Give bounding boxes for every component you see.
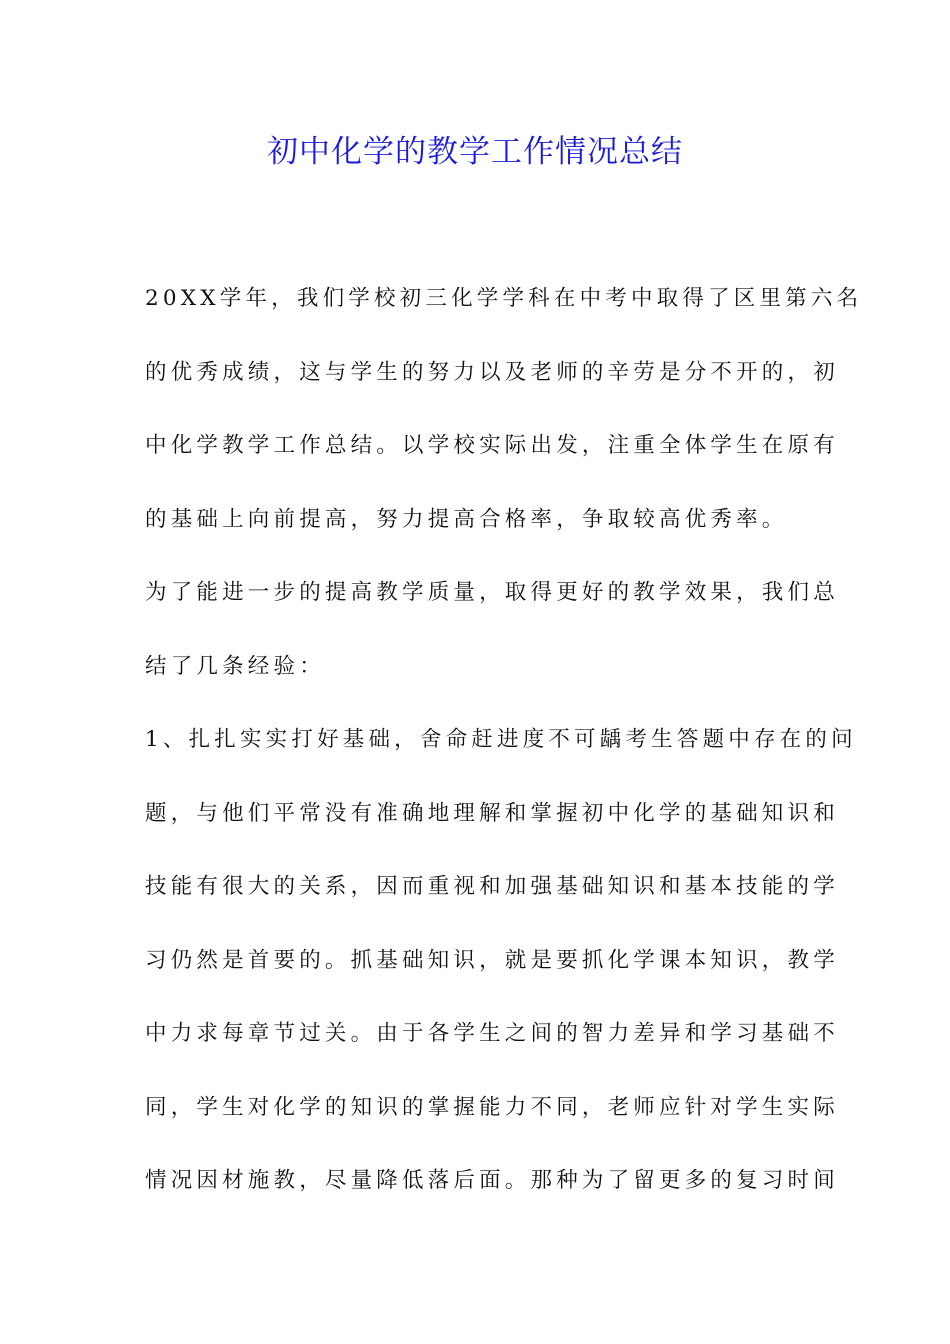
- text-line: 题，与他们平常没有准确地理解和掌握初中化学的基础知识和: [145, 800, 839, 826]
- text-line: 中化学教学工作总结。以学校实际出发，注重全体学生在原有: [145, 433, 839, 458]
- text-line: 为了能进一步的提高教学质量，取得更好的教学效果，我们总: [145, 580, 839, 605]
- text-line: 的优秀成绩，这与学生的努力以及老师的辛劳是分不开的，初: [145, 359, 839, 385]
- text-line: 20XX学年，我们学校初三化学学科在中考中取得了区里第六名: [145, 286, 863, 311]
- text-line: 同，学生对化学的知识的掌握能力不同，老师应针对学生实际: [145, 1094, 839, 1120]
- document-title: 初中化学的教学工作情况总结: [267, 134, 683, 170]
- text-line: 的基础上向前提高，努力提高合格率，争取较高优秀率。: [145, 506, 788, 532]
- document-body: [145, 262, 863, 1218]
- text-line: 技能有很大的关系，因而重视和加强基础知识和基本技能的学: [145, 874, 839, 899]
- text-line: 习仍然是首要的。抓基础知识，就是要抓化学课本知识，教学: [145, 947, 839, 973]
- text-line: 结了几条经验：: [145, 653, 325, 679]
- text-line: 中力求每章节过关。由于各学生之间的智力差异和学习基础不: [145, 1021, 839, 1046]
- text-line: 情况因材施教，尽量降低落后面。那种为了留更多的复习时间: [145, 1168, 839, 1193]
- text-line: 1、扎扎实实打好基础，舍命赶进度不可龋考生答题中存在的问: [145, 727, 857, 752]
